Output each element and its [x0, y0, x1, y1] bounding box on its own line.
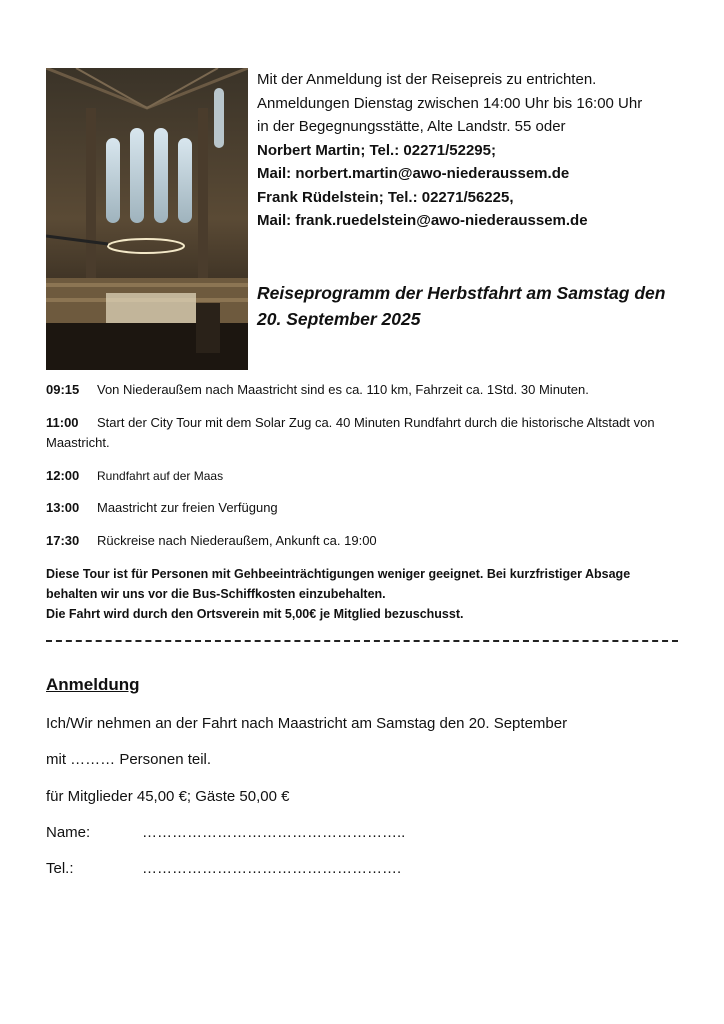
registration-title: Anmeldung: [46, 675, 140, 694]
schedule-text: Von Niederaußem nach Maastricht sind es ca. 110 km, Fahrzeit ca. 1Std. 30 Minuten.: [97, 382, 589, 397]
program-heading-line: Reiseprogramm der Herbstfahrt am Samstag den: [257, 283, 666, 303]
program-heading-line: 20. September 2025: [257, 309, 421, 329]
cathedral-interior-photo: [46, 68, 248, 370]
schedule-item: [46, 380, 686, 400]
note-line: Diese Tour ist für Personen mit Gehbeeinträchtigungen weniger geeignet. Bei kurzfristiger Absage: [46, 567, 631, 581]
name-field-row: [46, 823, 405, 843]
contact-email[interactable]: Mail: frank.ruedelstein@awo-niederaussem.de: [257, 212, 588, 229]
name-field[interactable]: ……………………………………………..: [142, 824, 406, 841]
schedule-text: Rundfahrt auf der Maas: [97, 469, 224, 483]
note-line: Die Fahrt wird durch den Ortsverein mit 5,00€ je Mitglied bezuschusst.: [46, 607, 464, 621]
intro-line: in der Begegnungsstätte, Alte Landstr. 55 oder: [257, 118, 566, 135]
schedule-text: Maastricht.: [46, 435, 110, 450]
program-heading: [257, 280, 697, 332]
schedule-item: [46, 498, 686, 518]
intro-line: Mit der Anmeldung ist der Reisepreis zu entrichten.: [257, 71, 597, 88]
name-label: Name:: [46, 824, 91, 841]
registration-persons[interactable]: mit ……… Personen teil.: [46, 751, 212, 768]
intro-line: Anmeldungen Dienstag zwischen 14:00 Uhr bis 16:00 Uhr: [257, 94, 643, 112]
schedule-time: 12:00: [46, 468, 80, 483]
schedule-time: 17:30: [46, 533, 80, 548]
schedule-item: [46, 531, 686, 551]
tel-field-row: [46, 859, 401, 879]
schedule-time: 13:00: [46, 500, 80, 515]
note-line: behalten wir uns vor die Bus-Schiffkosten einzubehalten.: [46, 587, 386, 601]
tel-field[interactable]: …………………………………………….: [142, 860, 402, 877]
schedule-item: [46, 413, 686, 453]
schedule-text: Maastricht zur freien Verfügung: [97, 500, 278, 515]
schedule-time: 11:00: [46, 415, 79, 430]
registration-line: Ich/Wir nehmen an der Fahrt nach Maastricht am Samstag den 20. September: [46, 715, 568, 732]
tel-label: Tel.:: [46, 860, 74, 877]
schedule-text: Rückreise nach Niederaußem, Ankunft ca. 19:00: [97, 533, 377, 548]
cut-line-divider: [46, 640, 678, 642]
schedule-text: Start der City Tour mit dem Solar Zug ca. 40 Minuten Rundfahrt durch die historische Altstadt von: [97, 415, 655, 430]
contact-line: Norbert Martin; Tel.: 02271/52295;: [257, 141, 496, 159]
contact-email[interactable]: Mail: norbert.martin@awo-niederaussem.de: [257, 165, 570, 182]
schedule-time: 09:15: [46, 382, 80, 397]
tour-note: [46, 564, 686, 624]
intro-block: [257, 68, 697, 233]
registration-prices: für Mitglieder 45,00 €; Gäste 50,00 €: [46, 788, 290, 805]
contact-line: Frank Rüdelstein; Tel.: 02271/56225,: [257, 188, 514, 206]
schedule-item: [46, 466, 686, 486]
